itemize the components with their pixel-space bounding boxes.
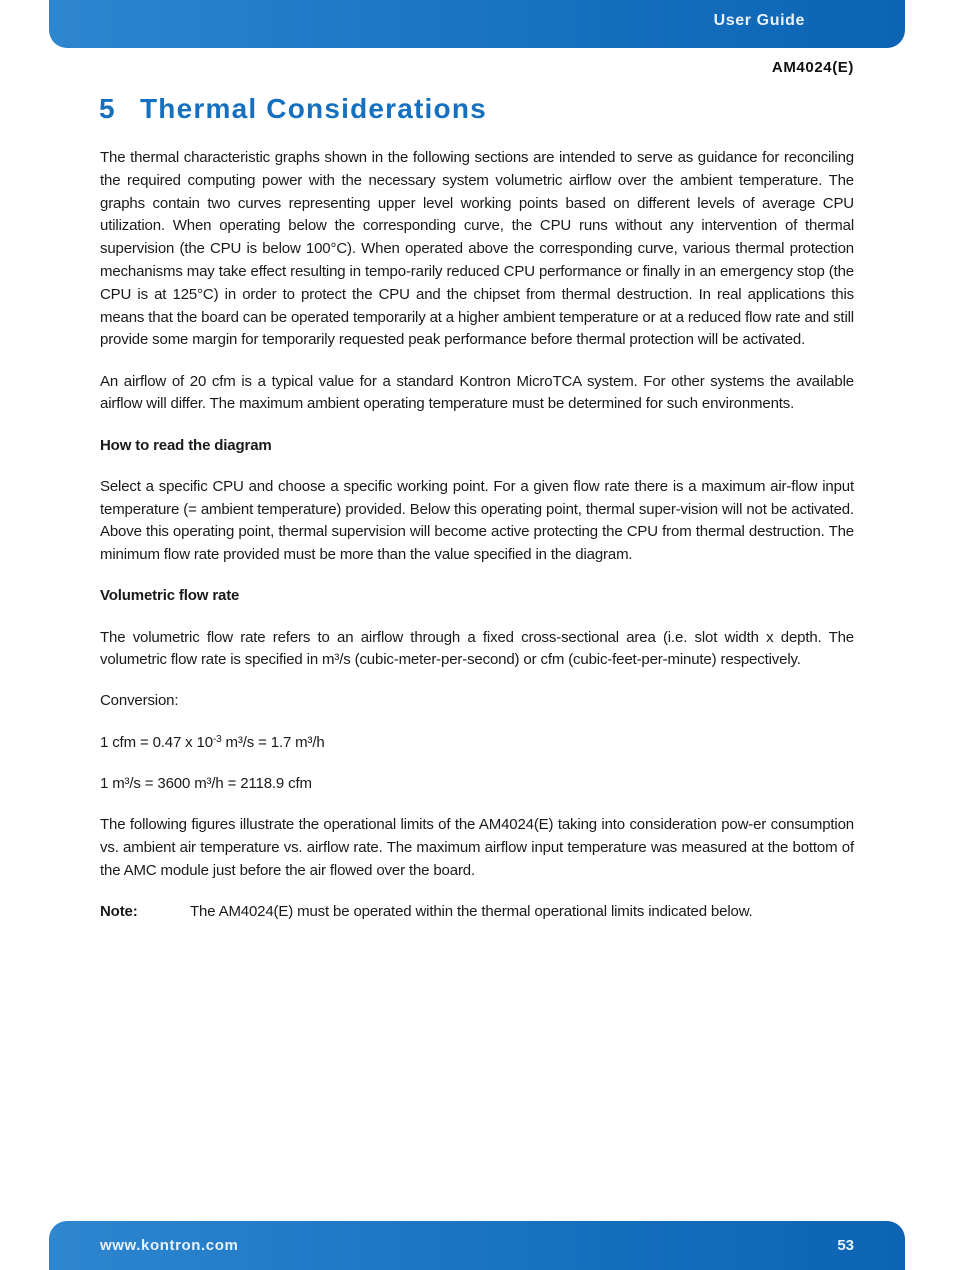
conversion-1-pre: 1 cfm = 0.47 x 10 bbox=[100, 733, 213, 751]
body-content bbox=[100, 147, 854, 924]
conversion-1-exponent: -3 bbox=[212, 733, 222, 745]
footer-bar bbox=[49, 1221, 905, 1270]
note-text: The AM4024(E) must be operated within the thermal operational limits indicated below. bbox=[190, 902, 753, 920]
airflow-paragraph: An airflow of 20 cfm is a typical value for a standard Kontron MicroTCA system. For other systems the available airflow will differ. The maximum ambient operating temperature must be determined for such environments. bbox=[100, 372, 854, 413]
note-label: Note: bbox=[100, 902, 138, 920]
read-diagram-paragraph: Select a specific CPU and choose a specific working point. For a given flow rate there is a maximum air-flow input temperature (= ambient temperature) provided. Below this operating point, thermal super-vision will not be activated. Above this operating point, thermal supervision will become active protecting the CPU from thermal destruction. The minimum flow rate provided must be more than the value specified in the diagram. bbox=[100, 477, 854, 564]
section-title bbox=[99, 93, 487, 125]
conversion-formula-1 bbox=[100, 732, 854, 755]
read-diagram-heading: How to read the diagram bbox=[100, 436, 272, 454]
conversion-1-post: m³/s = 1.7 m³/h bbox=[221, 733, 325, 751]
doc-type-label: User Guide bbox=[713, 12, 805, 29]
conversion-formula-2: 1 m³/s = 3600 m³/h = 2118.9 cfm bbox=[100, 774, 312, 792]
section-number: 5 bbox=[99, 93, 116, 124]
intro-paragraph: The thermal characteristic graphs shown in the following sections are intended to serve as guidance for reconciling the required computing power with the necessary system volumetric airflow over the ambient temperature. The graphs contain two curves representing upper level working points based on different levels of average CPU utilization. When operating below the corresponding curve, the CPU runs without any intervention of thermal supervision (the CPU is below 100°C). When operated above the corresponding curve, various thermal protection mechanisms may take effect resulting in tempo-rarily reduced CPU performance or finally in an emergency stop (the CPU is at 125°C) in order to protect the CPU and the chipset from thermal destruction. In real applications this means that the board can be operated temporarily at a higher ambient temperature or at a reduced flow rate and still provide some margin for temporarily requested peak performance before thermal protection will be activated. bbox=[100, 149, 854, 349]
product-name: AM4024(E) bbox=[771, 59, 854, 76]
flow-rate-heading: Volumetric flow rate bbox=[100, 587, 240, 605]
website-link[interactable]: www.kontron.com bbox=[100, 1237, 239, 1254]
note bbox=[100, 901, 854, 924]
figures-paragraph: The following figures illustrate the operational limits of the AM4024(E) taking into consideration pow-er consumption vs. ambient air temperature vs. airflow rate. The maximum airflow input temperature was measured at the bottom of the AMC module just before the air flowed over the board. bbox=[100, 816, 854, 879]
page-number: 53 bbox=[837, 1237, 854, 1254]
section-title-text: Thermal Considerations bbox=[140, 93, 487, 124]
header-bar bbox=[49, 0, 905, 48]
conversion-label: Conversion: bbox=[100, 692, 179, 710]
flow-rate-paragraph: The volumetric flow rate refers to an airflow through a fixed cross-sectional area (i.e. slot width x depth. The volumetric flow rate is specified in m³/s (cubic-meter-per-second) or cfm (cubic-feet-per-minute) respectively. bbox=[100, 628, 854, 669]
